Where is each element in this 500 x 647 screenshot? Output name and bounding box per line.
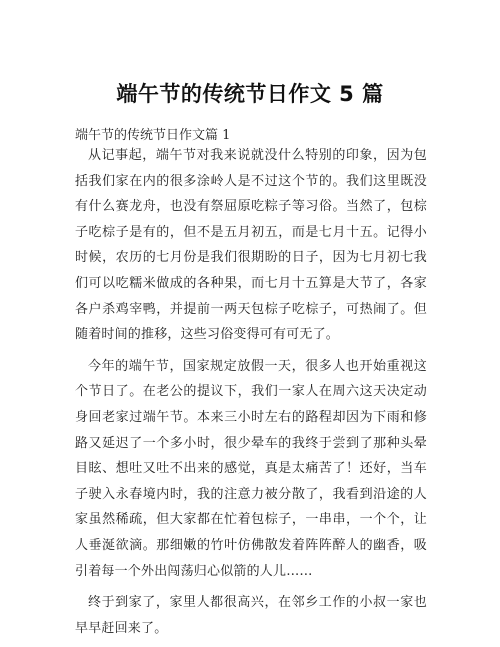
paragraph-3: 终于到家了，家里人都很高兴，在邻乡工作的小叔一家也早早赶回来了。 bbox=[75, 595, 427, 636]
paragraph-1: 从记事起，端午节对我来说就没什么特别的印象，因为包括我们家在内的很多涂岭人是不过这个节的。我们这里既没有什么赛龙舟，也没有祭屈原吃粽子等习俗。当然了，包棕子吃棕子是有的，但不是五月初五，而是七月十五。记得小时候，农历的七月份是我们很期盼的日子，因为七月初七我们可以吃糯米做成的各种果，而七月十五算是大节了，各家各户杀鸡宰鸭，并提前一两天包棕子吃棕子，可热闹了。但随着时间的推移，这些习俗变得可有可无了。 bbox=[75, 148, 427, 343]
document-body bbox=[75, 143, 427, 647]
document-title: 端午节的传统节日作文 5 篇 bbox=[116, 82, 384, 106]
paragraph-2: 今年的端午节，国家规定放假一天，很多人也开始重视这个节日了。在老公的提议下，我们一家人在周六这天决定动身回老家过端午节。本来三小时左右的路程却因为下雨和修路又延迟了一个多小时，很少晕车的我终于尝到了那种头晕目眩、想吐又吐不出来的感觉，真是太痛苦了！还好，当车子驶入永春境内时，我的注意力被分散了，我看到沿途的人家虽然稀疏，但大家都在忙着包棕子，一串串，一个个，让人垂涎欲滴。那细嫩的竹叶仿佛散发着阵阵醉人的幽香，吸引着每一个外出闯荡归心似箭的人儿…… bbox=[75, 358, 427, 579]
section-heading: 端午节的传统节日作文篇 1 bbox=[75, 128, 231, 143]
